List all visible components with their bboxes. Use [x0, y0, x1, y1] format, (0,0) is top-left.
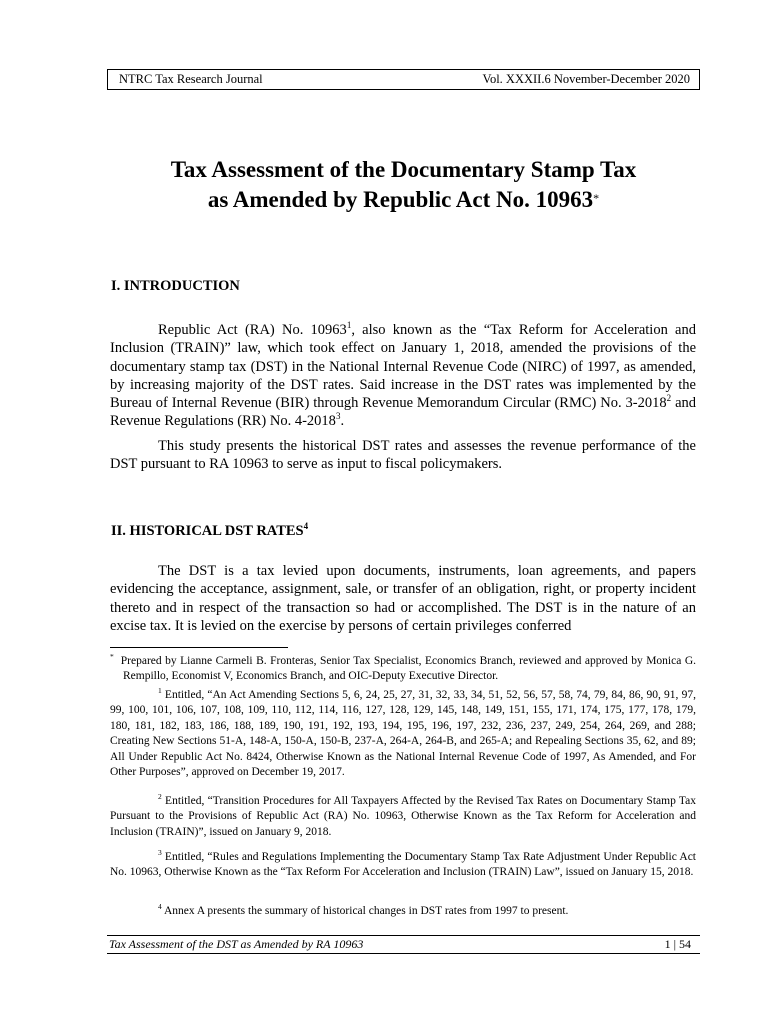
footnote-ref-2: 2	[666, 393, 672, 404]
footnote-1-text: Entitled, “An Act Amending Sections 5, 6, 24, 25, 27, 31, 32, 33, 34, 51, 52, 56, 57, 58, 74, 79, 84, 86, 90, 91, 97, 99, 100, 101, 106, 107, 108, 109, 110, 112, 114, 116, 127, 128, 129, 145, 148, 149, 151, 155, 171, 174, 175, 177, 178, 179, 180, 181, 182, 183, 186, 188, 189, 190, 191, 192, 193, 194, 195, 196, 197, 232, 236, 237, 249, 254, 264, 269, and 288; Creating New Sections 51-A, 148-A, 150-A, 150-B, 237-A, 264-A, 264-B, and 265-A; and Repealing Sections 35, 62, and 89; All Under Republic Act No. 8424, Otherwise Known as the National Internal Revenue Code of 1997, As Amended, and For Other Purposes”, approved on December 19, 2017.	[110, 689, 696, 779]
footnote-2-mark: 2	[158, 792, 162, 802]
intro-paragraph-1	[110, 321, 696, 431]
footnote-author	[110, 654, 696, 685]
footnote-author-text: Prepared by Lianne Carmeli B. Fronteras, Senior Tax Specialist, Economics Branch, reviewed and approved by Monica G. Rempillo, Economist V, Economics Branch, and OIC-Deputy Executive Director.	[120, 655, 697, 683]
footnote-2-text: Entitled, “Transition Procedures for All Taxpayers Affected by the Revised Tax Rates on Documentary Stamp Tax Pursuant to the Provisions of Republic Act (RA) No. 10963, Otherwise Known as the Tax Reform for Acceleration and Inclusion (TRAIN)”, issued on January 9, 2018.	[110, 795, 696, 838]
footnote-2	[110, 794, 696, 840]
footnote-ref-1: 1	[346, 320, 352, 331]
volume-issue: Vol. XXXII.6 November-December 2020	[482, 72, 690, 86]
footnote-4	[110, 904, 696, 919]
footnote-separator	[110, 647, 288, 648]
footnote-1	[110, 688, 696, 780]
footer-running-title: Tax Assessment of the DST as Amended by RA 10963	[109, 937, 364, 951]
paper-title	[107, 155, 700, 215]
p1-text-a: Republic Act (RA) No. 10963	[158, 322, 347, 338]
section-heading-introduction: I. INTRODUCTION	[111, 278, 240, 294]
p1-text-b: , also known as the “Tax Reform for Acceleration and Inclusion (TRAIN)” law, which took effect on January 1, 2018, amended the provisions of the documentary stamp tax (DST) in the National Internal Revenue Code (NIRC) of 1997, as amended, by increasing majority of the DST rates. Said increase in the DST rates was implemented by the Bureau of Internal Revenue (BIR) through Revenue Memorandum Circular (RMC) No. 3-2018	[110, 322, 696, 412]
history-paragraph-1: The DST is a tax levied upon documents, instruments, loan agreements, and papers evidencing the acceptance, assignment, sale, or transfer of an obligation, right, or property incident thereto and in respect of the transaction so had or accomplished. The DST is in the nature of an excise tax. It is levied on the exercise by persons of certain privileges conferred	[110, 563, 696, 634]
title-line-2-text: as Amended by Republic Act No. 10963	[207, 187, 594, 212]
title-line-1: Tax Assessment of the Documentary Stamp Tax	[170, 157, 637, 182]
footnote-1-mark: 1	[158, 686, 162, 696]
p1-text-c: and Revenue Regulations (RR) No. 4-2018	[110, 395, 697, 430]
running-header	[107, 69, 700, 90]
footnote-ref-4: 4	[303, 521, 309, 531]
section-heading-historical-dst-rates	[111, 521, 308, 540]
footnote-star-mark: *	[110, 652, 114, 662]
p1-text-d: .	[340, 413, 345, 430]
page-number: 1 | 54	[664, 937, 691, 951]
footnote-4-text: Annex A presents the summary of historical changes in DST rates from 1997 to present.	[161, 905, 569, 917]
title-line-2	[107, 185, 700, 215]
footnote-ref-3: 3	[335, 411, 341, 422]
footnote-3-mark: 3	[158, 848, 162, 858]
footnote-4-mark: 4	[158, 902, 162, 912]
footnote-3-text: Entitled, “Rules and Regulations Implementing the Documentary Stamp Tax Rate Adjustment Under Republic Act No. 10963, Otherwise Known as the “Tax Reform For Acceleration and Inclusion (TRAIN) Law”, issued on January 15, 2018.	[110, 851, 696, 879]
footnote-3	[110, 850, 696, 881]
intro-paragraph-2: This study presents the historical DST rates and assesses the revenue performance of the DST pursuant to RA 10963 to serve as input to fiscal policymakers.	[110, 438, 696, 473]
journal-name: NTRC Tax Research Journal	[119, 72, 263, 86]
history-heading-text: II. HISTORICAL DST RATES	[111, 522, 304, 539]
title-footnote-mark: *	[593, 191, 600, 205]
running-footer	[107, 935, 700, 954]
